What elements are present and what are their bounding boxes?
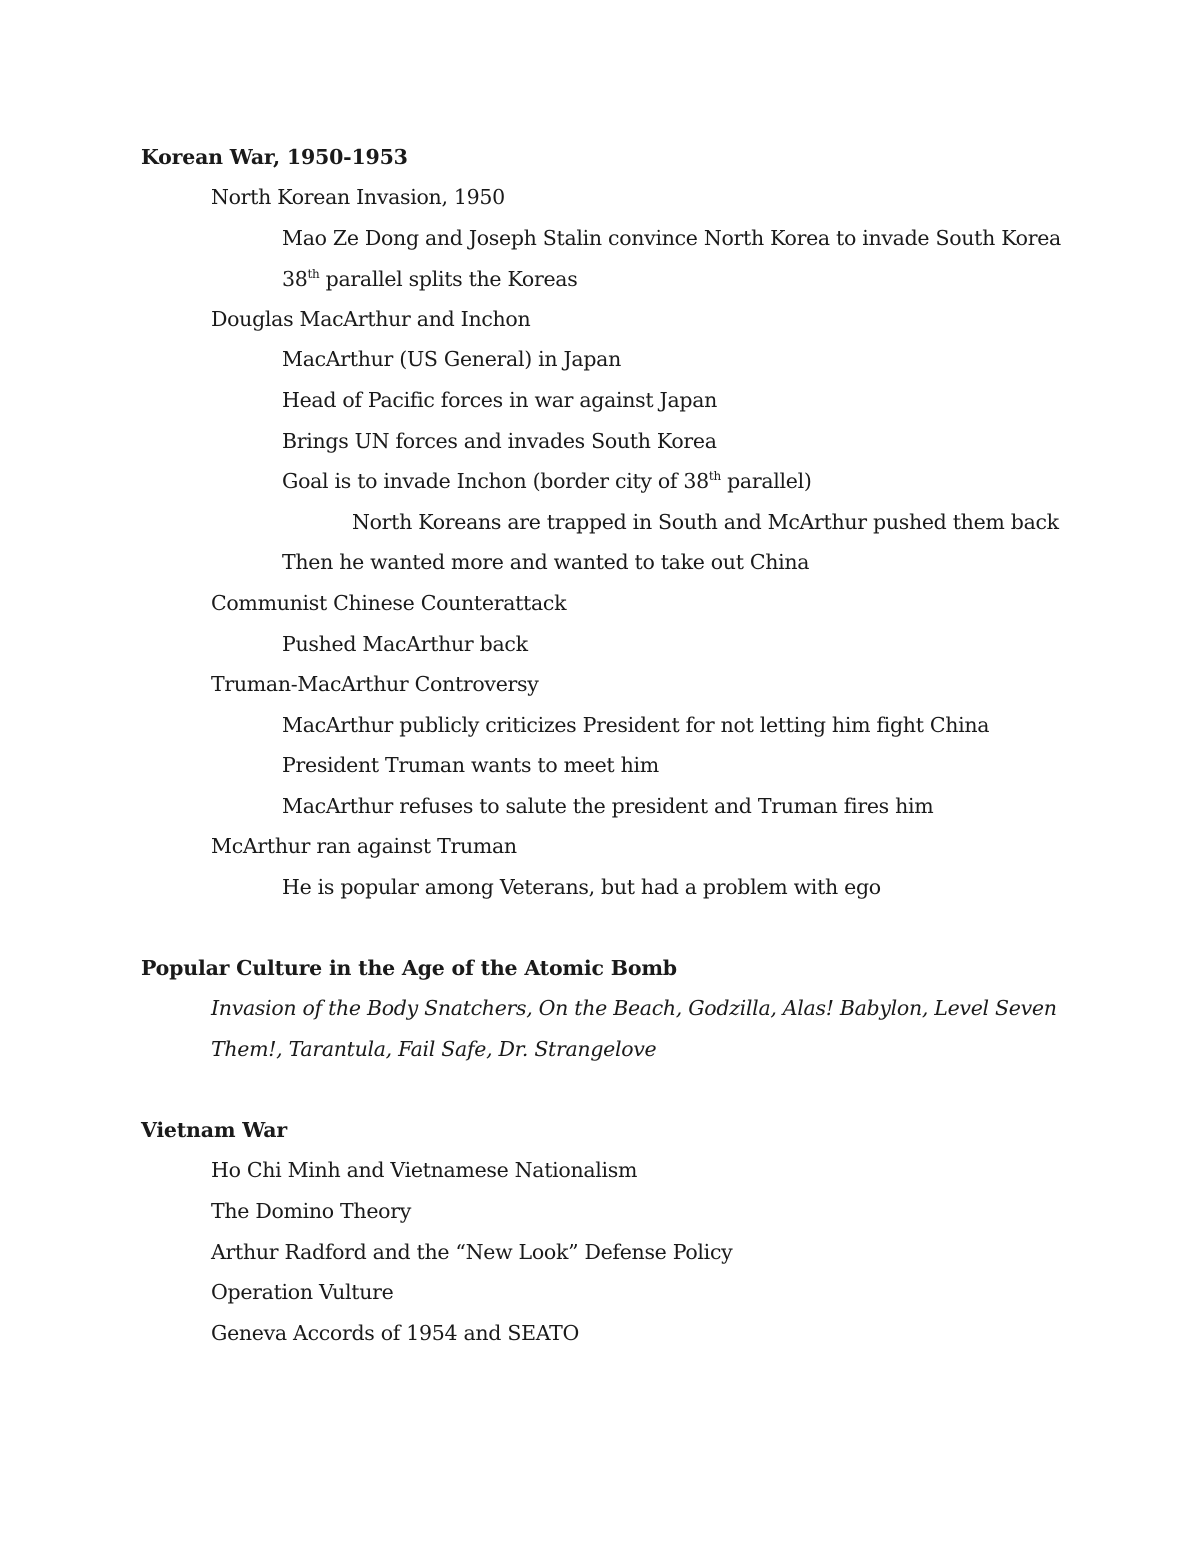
film-list-line: Invasion of the Body Snatchers, On the Beach, Godzilla, Alas! Babylon, Level Seven (211, 996, 1057, 1020)
outline-subitem: MacArthur publicly criticizes President for not letting him fight China (282, 713, 990, 737)
text-span: 38 (282, 267, 308, 291)
outline-item: Geneva Accords of 1954 and SEATO (211, 1321, 579, 1345)
text-span: parallel) (720, 469, 812, 493)
outline-subitem: Pushed MacArthur back (282, 632, 528, 656)
outline-item: The Domino Theory (211, 1199, 411, 1223)
section-heading-korean-war: Korean War, 1950-1953 (141, 145, 408, 169)
superscript: th (708, 469, 721, 483)
section-heading-popular-culture: Popular Culture in the Age of the Atomic Bomb (141, 956, 677, 980)
outline-subsubitem: North Koreans are trapped in South and McArthur pushed them back (352, 510, 1059, 534)
outline-item: Douglas MacArthur and Inchon (211, 307, 531, 331)
section-heading-vietnam-war: Vietnam War (141, 1118, 287, 1142)
outline-item: McArthur ran against Truman (211, 834, 517, 858)
outline-subitem: Brings UN forces and invades South Korea (282, 429, 717, 453)
film-list-line: Them!, Tarantula, Fail Safe, Dr. Strangelove (211, 1037, 657, 1061)
outline-subitem: Mao Ze Dong and Joseph Stalin convince North Korea to invade South Korea (282, 226, 1061, 250)
outline-subitem (282, 467, 812, 495)
outline-subitem: President Truman wants to meet him (282, 753, 659, 777)
outline-subitem: Then he wanted more and wanted to take out China (282, 550, 810, 574)
outline-subitem (282, 265, 577, 293)
outline-subitem: He is popular among Veterans, but had a problem with ego (282, 875, 881, 899)
outline-item: Truman-MacArthur Controversy (211, 672, 539, 696)
outline-item: North Korean Invasion, 1950 (211, 185, 505, 209)
outline-subitem: MacArthur refuses to salute the president and Truman fires him (282, 794, 934, 818)
outline-subitem: MacArthur (US General) in Japan (282, 347, 621, 371)
text-span: parallel splits the Koreas (319, 267, 578, 291)
outline-item: Arthur Radford and the “New Look” Defense Policy (211, 1240, 733, 1264)
superscript: th (307, 267, 320, 281)
outline-item: Communist Chinese Counterattack (211, 591, 567, 615)
outline-subitem: Head of Pacific forces in war against Japan (282, 388, 718, 412)
outline-item: Ho Chi Minh and Vietnamese Nationalism (211, 1158, 638, 1182)
text-span: Goal is to invade Inchon (border city of 38 (282, 469, 709, 493)
outline-item: Operation Vulture (211, 1280, 394, 1304)
